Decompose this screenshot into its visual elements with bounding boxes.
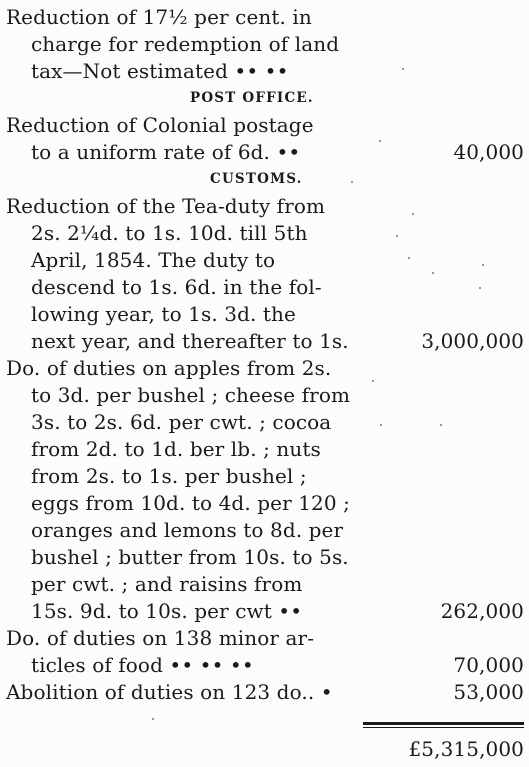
text-line: Do. of duties on 138 minor ar- [6, 626, 315, 650]
text-line: charge for redemption of land [31, 32, 340, 56]
total-line [0, 736, 529, 763]
total-amount: £5,315,000 [408, 737, 524, 761]
total-rule-thin [363, 727, 524, 728]
scan-speck [482, 264, 484, 266]
scan-speck [432, 272, 434, 274]
amount: 40,000 [453, 140, 524, 164]
text-line: Reduction of the Tea-duty from [6, 194, 326, 218]
text-line: April, 1854. The duty to [31, 248, 276, 272]
amount: 70,000 [453, 653, 524, 677]
scan-speck [379, 140, 381, 142]
scan-speck [408, 257, 410, 259]
text-line: from 2s. to 1s. per bushel ; [31, 464, 307, 488]
text-line: bushel ; butter from 10s. to 5s. [31, 545, 349, 569]
amount: 3,000,000 [421, 329, 524, 353]
scan-speck [402, 68, 404, 70]
text-line: to 3d. per bushel ; cheese from [31, 383, 351, 407]
scan-speck [380, 424, 382, 426]
scan-speck [440, 424, 442, 426]
text-line: oranges and lemons to 8d. per [31, 518, 344, 542]
text-line: next year, and thereafter to 1s. 3,000,000 [31, 329, 524, 353]
text-line: Reduction of 17½ per cent. in [6, 5, 312, 29]
section-heading-customs: CUSTOMS. [210, 171, 303, 187]
text-line: descend to 1s. 6d. in the fol- [31, 275, 322, 299]
scan-speck [412, 213, 414, 215]
text-line: 15s. 9d. to 10s. per cwt •• 262,000 [31, 599, 524, 623]
text-line: ticles of food •• •• •• 70,000 [31, 653, 524, 677]
text-line: Abolition of duties on 123 do.. • 53,000 [6, 680, 524, 704]
text-line: Do. of duties on apples from 2s. [6, 356, 332, 380]
text-line: Reduction of Colonial postage [6, 113, 314, 137]
total-rule [363, 722, 524, 725]
scan-speck [372, 380, 374, 382]
text-line: lowing year, to 1s. 3d. the [31, 302, 296, 326]
text-line: per cwt. ; and raisins from [31, 572, 303, 596]
text-line: 3s. to 2s. 6d. per cwt. ; cocoa [31, 410, 332, 434]
scan-speck [351, 181, 353, 183]
scan-speck [396, 235, 398, 237]
text-line: from 2d. to 1d. ber lb. ; nuts [31, 437, 321, 461]
section-heading-post-office: POST OFFICE. [190, 90, 314, 106]
amount: 262,000 [440, 599, 524, 623]
text-line: eggs from 10d. to 4d. per 120 ; [31, 491, 350, 515]
amount: 53,000 [453, 680, 524, 704]
scan-speck [479, 287, 481, 289]
text-line: 2s. 2¼d. to 1s. 10d. till 5th [31, 221, 308, 245]
text-line: tax—Not estimated •• •• [31, 59, 289, 83]
text-line: to a uniform rate of 6d. •• 40,000 [31, 140, 524, 164]
scan-speck [152, 718, 154, 720]
